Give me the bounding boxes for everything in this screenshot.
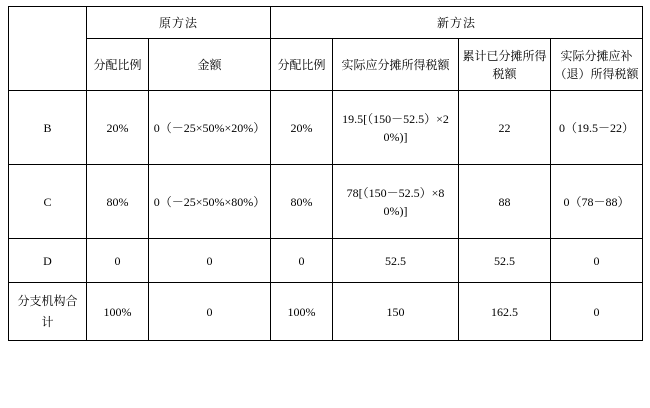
table-header-group-row <box>9 7 643 39</box>
subheader-old-amount: 金额 <box>149 39 271 91</box>
subheader-new-ratio: 分配比例 <box>271 39 333 91</box>
cell-new-actual-tax: 52.5 <box>333 239 459 283</box>
cell-new-cumulative-tax: 162.5 <box>459 283 551 341</box>
table-row <box>9 91 643 165</box>
cell-new-actual-tax: 150 <box>333 283 459 341</box>
cell-new-supplement-tax: 0 <box>551 239 643 283</box>
row-label: B <box>9 91 87 165</box>
cell-new-supplement-tax: 0（19.5－22） <box>551 91 643 165</box>
cell-new-ratio: 20% <box>271 91 333 165</box>
cell-old-amount: 0 <box>149 239 271 283</box>
cell-new-ratio: 100% <box>271 283 333 341</box>
table-subheader-row <box>9 39 643 91</box>
subheader-old-ratio: 分配比例 <box>87 39 149 91</box>
subheader-new-cumulative-tax: 累计已分摊所得税额 <box>459 39 551 91</box>
subheader-new-actual-tax: 实际应分摊所得税额 <box>333 39 459 91</box>
table-row <box>9 165 643 239</box>
table-row <box>9 283 643 341</box>
cell-new-supplement-tax: 0 <box>551 283 643 341</box>
cell-new-cumulative-tax: 88 <box>459 165 551 239</box>
cell-new-ratio: 0 <box>271 239 333 283</box>
cell-new-actual-tax: 19.5[（150－52.5）×20%)] <box>333 91 459 165</box>
cell-old-amount: 0（－25×50%×20%） <box>149 91 271 165</box>
row-label: 分支机构合计 <box>9 283 87 341</box>
row-label: C <box>9 165 87 239</box>
cell-old-ratio: 80% <box>87 165 149 239</box>
cell-old-amount: 0 <box>149 283 271 341</box>
header-group-new-method: 新方法 <box>271 7 643 39</box>
header-corner-cell <box>9 7 87 91</box>
cell-new-supplement-tax: 0（78－88） <box>551 165 643 239</box>
cell-new-cumulative-tax: 22 <box>459 91 551 165</box>
cell-old-ratio: 100% <box>87 283 149 341</box>
header-group-old-method: 原方法 <box>87 7 271 39</box>
cell-new-actual-tax: 78[（150－52.5）×80%)] <box>333 165 459 239</box>
table-row <box>9 239 643 283</box>
cell-old-amount: 0（－25×50%×80%） <box>149 165 271 239</box>
cell-old-ratio: 20% <box>87 91 149 165</box>
cell-new-cumulative-tax: 52.5 <box>459 239 551 283</box>
cell-old-ratio: 0 <box>87 239 149 283</box>
tax-allocation-table <box>8 6 643 341</box>
row-label: D <box>9 239 87 283</box>
subheader-new-supplement-tax: 实际分摊应补（退）所得税额 <box>551 39 643 91</box>
cell-new-ratio: 80% <box>271 165 333 239</box>
